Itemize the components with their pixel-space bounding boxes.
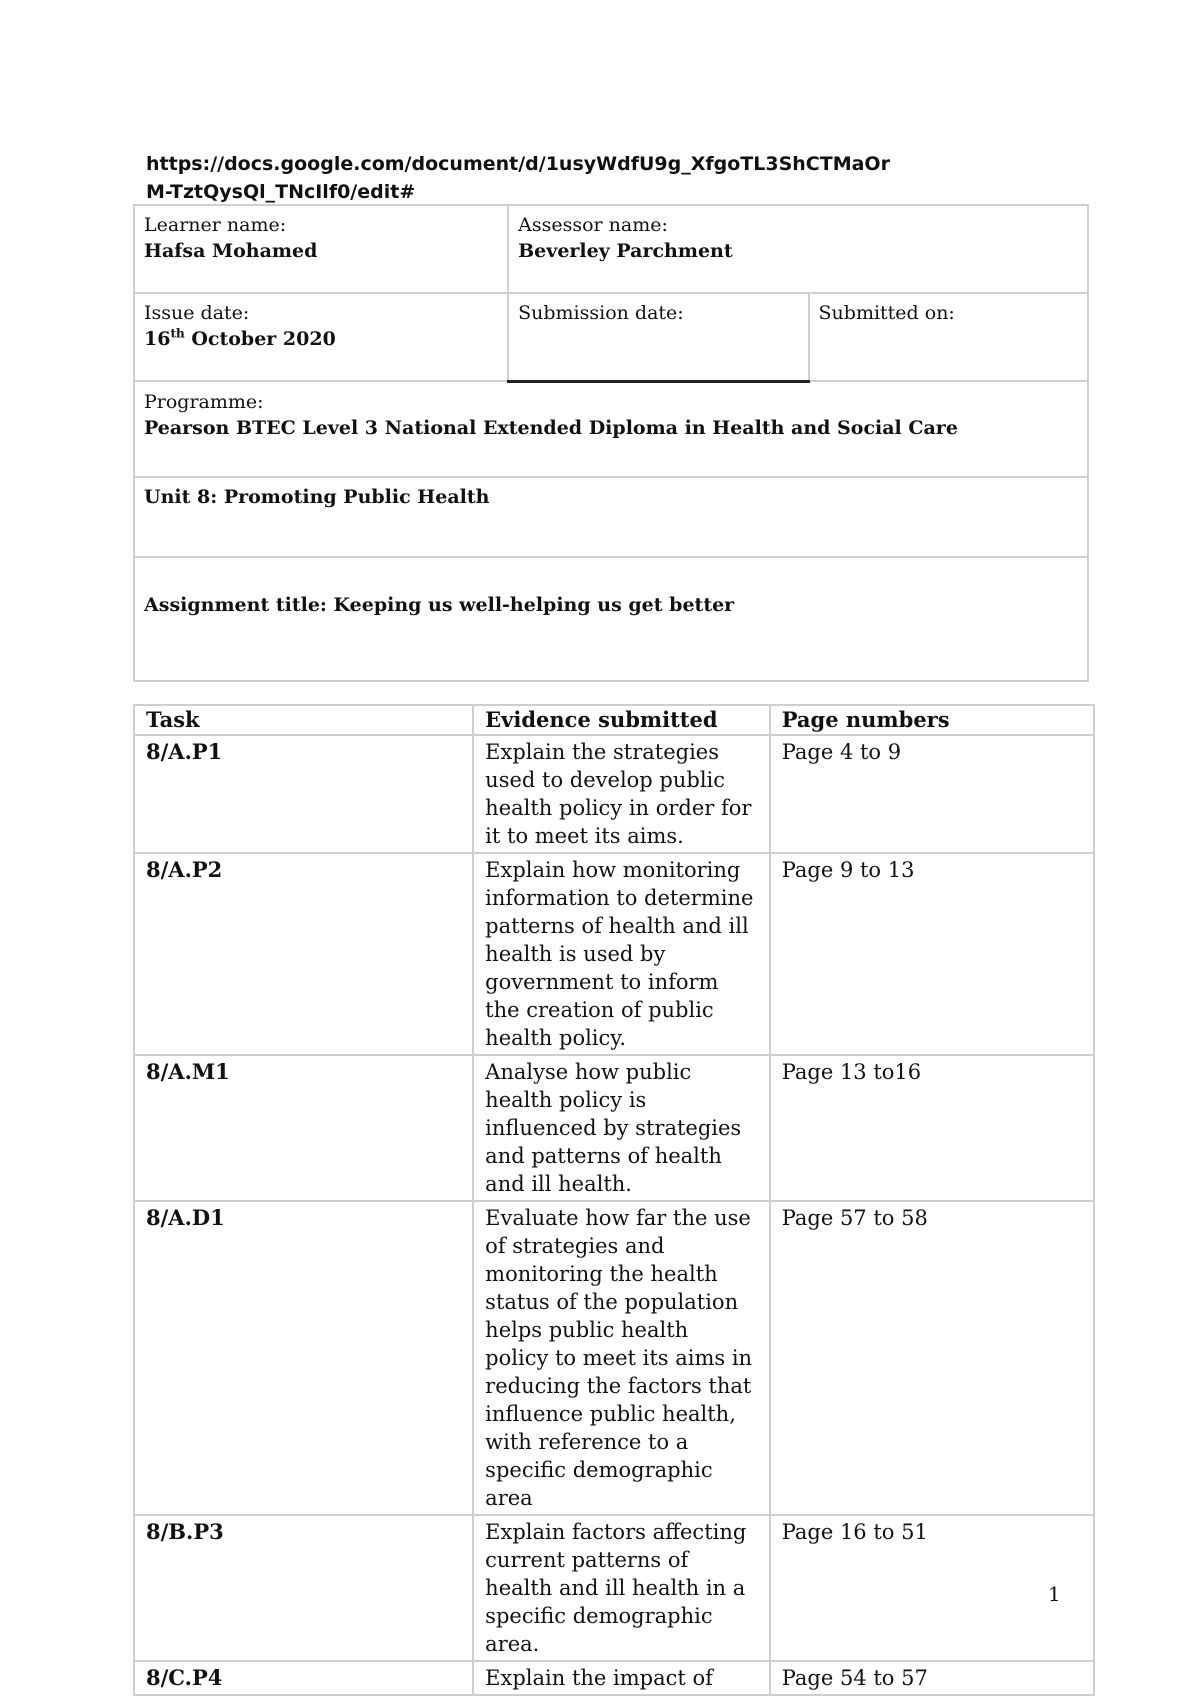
issue-cell	[134, 293, 508, 381]
document-url[interactable]: https://docs.google.com/document/d/1usyWdfU9g_XfgoTL3ShCTMaOrM-TztQysQl_TNcIlf0/edit#	[146, 153, 890, 203]
learner-cell	[134, 205, 508, 293]
learner-name: Hafsa Mohamed	[144, 240, 318, 262]
page-range: Page 16 to 51	[770, 1515, 1094, 1661]
assessor-name: Beverley Parchment	[518, 240, 733, 262]
submitted-cell	[809, 293, 1088, 381]
task-code: 8/C.P4	[134, 1661, 473, 1695]
task-code: 8/A.P2	[134, 853, 473, 1055]
header-task: Task	[134, 705, 473, 735]
evidence-text: Analyse how public health policy is influenced by strategies and patterns of health and ill health.	[473, 1055, 770, 1201]
table-row	[134, 735, 1094, 853]
table-row	[134, 1201, 1094, 1515]
programme-name: Pearson BTEC Level 3 National Extended Diploma in Health and Social Care	[144, 416, 958, 439]
table-row	[134, 853, 1094, 1055]
table-row	[134, 1055, 1094, 1201]
tasks-header-row	[134, 705, 1094, 735]
tasks-table	[133, 704, 1095, 1696]
page-range: Page 13 to16	[770, 1055, 1094, 1201]
submission-label: Submission date:	[518, 302, 684, 324]
submitted-label: Submitted on:	[818, 302, 955, 324]
table-row	[134, 1661, 1094, 1695]
task-code: 8/A.D1	[134, 1201, 473, 1515]
unit-title: Unit 8: Promoting Public Health	[144, 486, 490, 508]
programme-cell	[134, 381, 1088, 477]
unit-cell	[134, 477, 1088, 557]
evidence-text: Evaluate how far the use of strategies and monitoring the health status of the population helps public health policy to meet its aims in reducing the factors that influence public health, with reference to a specific demographic area	[473, 1201, 770, 1515]
page-number: 1	[1048, 1582, 1061, 1606]
task-code: 8/B.P3	[134, 1515, 473, 1661]
page-range: Page 4 to 9	[770, 735, 1094, 853]
page-range: Page 57 to 58	[770, 1201, 1094, 1515]
evidence-text: Explain the strategies used to develop public health policy in order for it to meet its aims.	[473, 735, 770, 853]
issue-label: Issue date:	[144, 302, 250, 324]
assignment-cell	[134, 557, 1088, 681]
submission-cell	[508, 293, 808, 381]
evidence-text: Explain how monitoring information to determine patterns of health and ill health is used by government to inform the creation of public health policy.	[473, 853, 770, 1055]
assignment-header-table	[133, 204, 1089, 682]
assignment-title: Assignment title: Keeping us well-helping us get better	[144, 594, 735, 616]
page-range: Page 54 to 57	[770, 1661, 1094, 1695]
evidence-text: Explain the impact of	[473, 1661, 770, 1695]
header-pages: Page numbers	[770, 705, 1094, 735]
programme-label: Programme:	[144, 390, 264, 413]
assessor-label: Assessor name:	[518, 214, 668, 236]
task-code: 8/A.P1	[134, 735, 473, 853]
table-row	[134, 1515, 1094, 1661]
task-code: 8/A.M1	[134, 1055, 473, 1201]
learner-label: Learner name:	[144, 214, 287, 236]
evidence-text: Explain factors affecting current patterns of health and ill health in a specific demographic area.	[473, 1515, 770, 1661]
page-range: Page 9 to 13	[770, 853, 1094, 1055]
issue-date: 16th October 2020	[144, 326, 336, 350]
header-evidence: Evidence submitted	[473, 705, 770, 735]
assessor-cell	[508, 205, 1088, 293]
